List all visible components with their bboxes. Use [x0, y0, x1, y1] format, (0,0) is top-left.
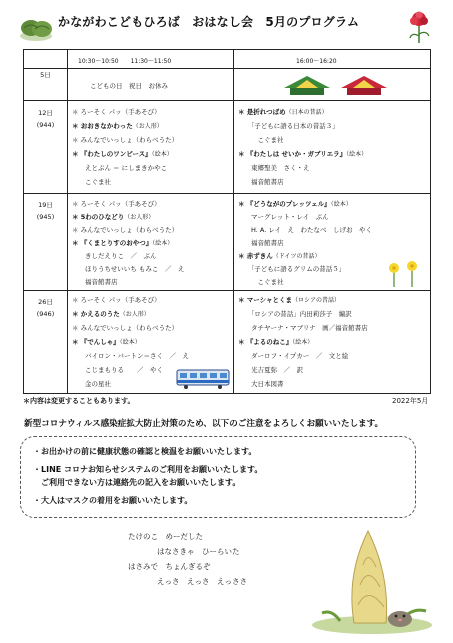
- item-text: こぐま社: [72, 178, 111, 186]
- item-text: こじまもりる ／ やく: [72, 366, 163, 374]
- program-item: [238, 265, 345, 274]
- program-item: [72, 296, 161, 305]
- kashiwa-mochi-icon: [18, 14, 54, 42]
- program-item: [238, 310, 352, 319]
- room-label: (946): [36, 310, 55, 318]
- day-label: 12日: [38, 109, 53, 117]
- item-text: ＊ 『わたしは せいか・ガブリエラ』: [238, 150, 347, 158]
- program-item: [72, 239, 173, 248]
- program-item: [72, 338, 141, 347]
- bamboo-shoot-icon: [310, 525, 435, 635]
- program-item: [238, 380, 284, 389]
- program-item: [238, 278, 284, 287]
- item-text: ＊ みんなでいっしょ（わらべうた）: [72, 226, 179, 234]
- item-text: こぐま社: [238, 136, 284, 144]
- program-item: [238, 252, 320, 261]
- row-divider: [24, 68, 430, 69]
- item-text: 「子どもに語るグリムの昔話５」: [238, 265, 346, 273]
- program-item: [238, 338, 313, 347]
- issue-date: 2022年5月: [392, 397, 429, 405]
- row-divider: [24, 290, 430, 291]
- column-divider: [67, 50, 68, 393]
- item-text: ほりうちせいいち もみこ ／ え: [72, 265, 185, 273]
- item-text: ＊ かえるのうた: [72, 310, 120, 318]
- precaution-item: ・お出かけの前に健康状態の確認と検温をお願いいたします。: [33, 447, 257, 456]
- item-text: ＊ みんなでいっしょ（わらべうた）: [72, 136, 179, 144]
- item-text: 福音館書店: [238, 178, 284, 186]
- item-text: 「子どもに語る日本の昔話３」: [238, 122, 339, 130]
- train-icon: [176, 368, 230, 390]
- column-divider: [233, 50, 234, 393]
- item-type: （お人形）: [119, 311, 150, 318]
- item-type: （お人形）: [132, 123, 163, 130]
- item-text: ＊ 『くまとりすのおやつ』: [72, 239, 153, 247]
- item-text: ＊ ろーそく パッ（手あそび）: [72, 108, 161, 116]
- program-item: [238, 239, 284, 248]
- program-item: [238, 200, 352, 209]
- day-label: 19日: [38, 201, 53, 209]
- program-item: [72, 122, 163, 131]
- row-divider: [24, 193, 430, 194]
- poem-line: たけのこ めーだした: [128, 532, 203, 541]
- carnation-icon: [404, 10, 434, 44]
- program-item: [238, 352, 348, 361]
- program-item: [72, 226, 178, 235]
- item-type: （絵本）: [330, 201, 352, 208]
- item-text: ＊ マーシャとくま: [238, 296, 293, 304]
- item-text: 「ロシアの昔話」内田莉莎子 編訳: [238, 310, 352, 318]
- page-title: かながわこどもひろば おはなし会 5月のプログラム: [58, 15, 360, 29]
- item-type: （絵本）: [292, 339, 314, 346]
- item-type: （絵本）: [119, 339, 141, 346]
- item-type: （ロシアの昔話）: [292, 297, 341, 304]
- item-text: 金の星社: [72, 380, 111, 388]
- room-label: (945): [36, 213, 55, 221]
- poem-line: はさみで ちょんぎるぞ: [128, 562, 211, 571]
- program-item: [238, 164, 310, 173]
- program-item: [238, 226, 372, 235]
- program-item: [238, 213, 329, 222]
- item-type: （絵本）: [346, 151, 368, 158]
- program-item: [72, 380, 111, 389]
- poem-line: えっさ えっさ えっささ: [157, 577, 247, 586]
- day-label: 26日: [38, 298, 53, 306]
- item-text: 東郷聖美 さく・え: [238, 164, 310, 172]
- program-item: [72, 252, 157, 261]
- item-type: （ドイツの昔話）: [272, 253, 321, 260]
- morning-time-header: 10:30～10:50 11:30～11:50: [78, 58, 172, 65]
- program-item: [72, 265, 184, 274]
- program-item: [72, 324, 178, 333]
- program-item: [238, 366, 303, 375]
- item-text: 福音館書店: [238, 239, 284, 247]
- green-kabuto-icon: [282, 74, 332, 98]
- item-text: ＊ ろーそく パッ（手あそび）: [72, 296, 161, 304]
- red-kabuto-icon: [339, 74, 389, 98]
- item-text: ＊ 赤ずきん: [238, 252, 273, 260]
- item-type: （お人形）: [124, 214, 155, 221]
- item-text: ＊ おおきなかわった: [72, 122, 133, 130]
- program-item: [238, 136, 284, 145]
- change-note: ＊内容は変更することもあります。: [23, 397, 135, 405]
- precaution-item: ・大人はマスクの着用をお願いいたします。: [33, 496, 193, 505]
- program-item: [72, 136, 178, 145]
- holiday-note: こどもの日 祝日 お休み: [90, 82, 168, 90]
- program-item: [72, 178, 111, 187]
- poem-line: はなさきゃ ひーらいた: [157, 547, 240, 556]
- program-item: [238, 150, 367, 159]
- precaution-item: ご利用できない方は連絡先の記入をお願いいたします。: [33, 478, 241, 487]
- item-text: ＊ 『どうながのプレッツェル』: [238, 200, 331, 208]
- item-text: ＊ 『よるのねこ』: [238, 338, 293, 346]
- precaution-item: ・LINE コロナお知らせシステムのご利用をお願いいたします。: [33, 465, 263, 474]
- room-label: (944): [36, 121, 55, 129]
- program-item: [72, 150, 173, 159]
- item-text: ＊ 是折れつばめ: [238, 108, 286, 116]
- item-text: バイロン・バートン＝さく ／ え: [72, 352, 189, 360]
- item-text: マーグレット・レイ ぶん: [238, 213, 329, 221]
- flowers-icon: [384, 258, 424, 288]
- program-item: [72, 310, 150, 319]
- item-text: ＊ みんなでいっしょ（わらべうた）: [72, 324, 179, 332]
- item-text: ＊ 5わのひなどり: [72, 213, 125, 221]
- program-item: [238, 324, 368, 333]
- program-item: [238, 108, 328, 117]
- item-text: タチヤーナ・マブリナ 画／福音館書店: [238, 324, 368, 332]
- item-text: ＊ 『わたしのワンピース』: [72, 150, 152, 158]
- item-type: （日本の昔話）: [285, 109, 328, 116]
- item-text: 光吉夏弥 ／ 訳: [238, 366, 303, 374]
- afternoon-time-header: 16:00～16:20: [296, 58, 337, 65]
- day-label: 5日: [40, 71, 51, 79]
- program-item: [72, 164, 167, 173]
- program-item: [72, 213, 154, 222]
- program-item: [238, 296, 340, 305]
- schedule-table: [23, 49, 431, 394]
- item-text: えとぶん ＝ にしまきかやこ: [72, 164, 168, 172]
- item-text: 福音館書店: [72, 278, 118, 286]
- item-text: ダーロフ・イプカー ／ 文と絵: [238, 352, 349, 360]
- program-item: [238, 122, 339, 131]
- program-item: [72, 278, 118, 287]
- program-item: [72, 200, 161, 209]
- item-text: 大日本図書: [238, 380, 284, 388]
- item-text: H. A. レイ え わたなべ しげお やく: [238, 226, 373, 234]
- item-type: （絵本）: [152, 240, 174, 247]
- item-text: ＊ ろーそく パッ（手あそび）: [72, 200, 161, 208]
- program-item: [238, 178, 284, 187]
- covid-notice: 新型コロナウィルス感染症拡大防止対策のため、以下のご注意をよろしくお願いいたします。: [24, 419, 384, 429]
- item-type: （絵本）: [151, 151, 173, 158]
- row-divider: [24, 100, 430, 101]
- item-text: きしだえりこ ／ ぶん: [72, 252, 157, 260]
- program-item: [72, 352, 189, 361]
- precautions-box: [20, 436, 416, 518]
- program-item: [72, 108, 161, 117]
- item-text: ＊ 『でんしゃ』: [72, 338, 120, 346]
- item-text: こぐま社: [238, 278, 284, 286]
- program-item: [72, 366, 163, 375]
